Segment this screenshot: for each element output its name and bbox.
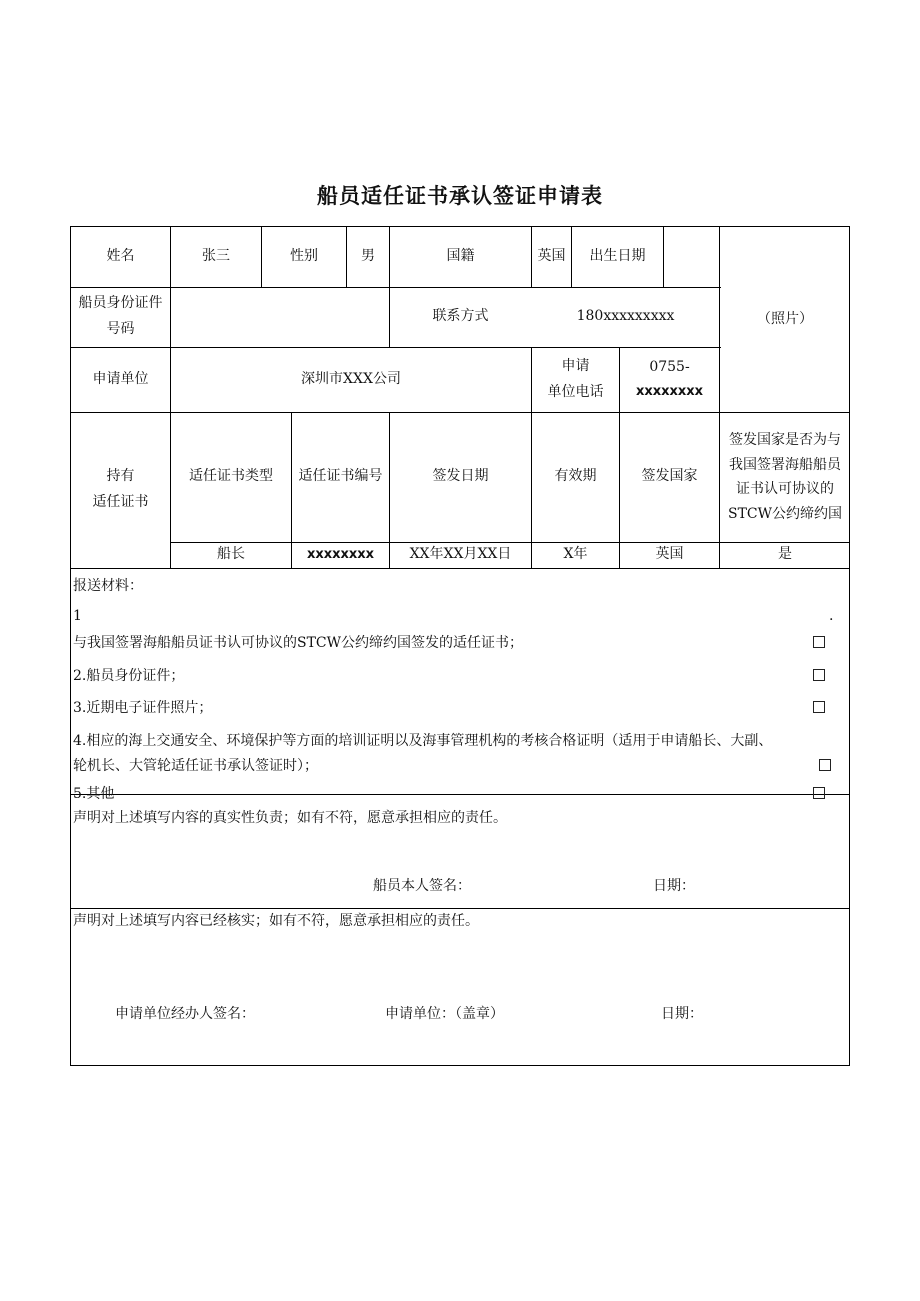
- material-item4-line2: 轮机长、大管轮适任证书承认签证时）；: [73, 758, 318, 774]
- unit-phone-label-line1: 申请: [561, 357, 590, 374]
- held-certificate-label-line1: 持有: [106, 468, 135, 485]
- grid-line: [71, 568, 850, 569]
- application-form: [70, 226, 850, 1066]
- unit-label: 申请单位: [92, 370, 149, 387]
- material-item4-line1: 4.相应的海上交通安全、环境保护等方面的培训证明以及海事管理机构的考核合格证明（适用于申请船长、大副、: [73, 733, 773, 749]
- unit-phone-line2: xxxxxxxx: [635, 384, 704, 400]
- unit-phone-line1: 0755-: [649, 358, 690, 375]
- unit-phone-value[interactable]: [620, 347, 719, 412]
- stcw-header-line3: 证书认可协议的: [736, 481, 834, 497]
- agent-signature-label[interactable]: 申请单位经办人签名：: [115, 1006, 255, 1022]
- issuer-country-value[interactable]: 英国: [655, 546, 684, 563]
- declaration2-text: 声明对上述填写内容已经核实；如有不符，愿意承担相应的责任。: [73, 913, 479, 929]
- material-item1-dot: .: [829, 608, 834, 624]
- material-item2-text: 2.船员身份证件；: [73, 668, 185, 684]
- validity-value[interactable]: X年: [563, 546, 588, 563]
- id-number-label: [71, 287, 170, 347]
- issuer-country-header: 签发国家: [641, 468, 698, 485]
- held-certificate-label-line2: 适任证书: [92, 494, 149, 510]
- validity-header: 有效期: [554, 468, 597, 485]
- gender-value[interactable]: 男: [361, 248, 375, 265]
- gender-label: 性别: [290, 248, 318, 265]
- name-label: 姓名: [106, 248, 135, 265]
- unit-seal-label[interactable]: 申请单位：（盖章）: [385, 1006, 504, 1022]
- material-item4-checkbox[interactable]: [819, 759, 831, 771]
- unit-phone-label-line2: 单位电话: [547, 383, 604, 400]
- cert-type-header: 适任证书类型: [189, 468, 273, 485]
- material-item5-checkbox[interactable]: [813, 787, 825, 799]
- crew-signature-label[interactable]: 船员本人签名：: [373, 878, 471, 894]
- unit-date-label[interactable]: 日期：: [661, 1006, 703, 1022]
- material-item3-text: 3.近期电子证件照片；: [73, 700, 213, 716]
- id-number-value[interactable]: [171, 287, 389, 347]
- grid-line: [71, 908, 850, 909]
- contact-value[interactable]: 180xxxxxxxxx: [576, 308, 675, 325]
- stcw-value[interactable]: 是: [778, 546, 792, 563]
- stcw-header-line4: STCW公约缔约国: [727, 505, 843, 522]
- photo-placeholder[interactable]: （照片）: [757, 310, 813, 327]
- issue-date-header: 签发日期: [432, 468, 489, 485]
- grid-line: [71, 794, 850, 795]
- unit-value[interactable]: 深圳市XXX公司: [301, 370, 401, 387]
- unit-phone-label: [532, 347, 619, 412]
- nationality-label: 国籍: [446, 248, 475, 265]
- stcw-header-line1: 签发国家是否为与: [729, 432, 841, 448]
- declaration1-text: 声明对上述填写内容的真实性负责；如有不符，愿意承担相应的责任。: [73, 810, 507, 826]
- materials-heading: 报送材料：: [73, 578, 143, 594]
- material-item1-checkbox[interactable]: [813, 636, 825, 648]
- cert-number-value[interactable]: xxxxxxxx: [306, 546, 375, 562]
- birth-date-label: 出生日期: [589, 248, 646, 265]
- birth-date-value[interactable]: [664, 227, 719, 287]
- material-item1-text: 与我国签署海船船员证书认可协议的STCW公约缔约国签发的适任证书；: [73, 635, 524, 651]
- crew-signature-date-label[interactable]: 日期：: [653, 878, 695, 894]
- issue-date-value[interactable]: XX年XX月XX日: [409, 546, 512, 563]
- stcw-header-line2: 我国签署海船船员: [729, 456, 841, 473]
- id-number-label-line2: 号码: [106, 321, 135, 337]
- material-item1-number: 1: [73, 608, 82, 624]
- material-item3-checkbox[interactable]: [813, 701, 825, 713]
- name-value[interactable]: 张三: [202, 248, 230, 265]
- id-number-label-line1: 船员身份证件: [78, 295, 163, 312]
- stcw-header: [720, 412, 850, 542]
- page-title: 船员适任证书承认签证申请表: [317, 184, 603, 208]
- material-item5-partial: 5.其他: [73, 786, 115, 802]
- cert-number-header: 适任证书编号: [298, 468, 383, 485]
- nationality-value[interactable]: 英国: [537, 248, 566, 265]
- materials-clip: [71, 783, 850, 802]
- material-item2-checkbox[interactable]: [813, 669, 825, 681]
- contact-label: 联系方式: [432, 308, 489, 325]
- held-certificate-label: [71, 412, 170, 568]
- cert-type-value[interactable]: 船长: [217, 546, 245, 563]
